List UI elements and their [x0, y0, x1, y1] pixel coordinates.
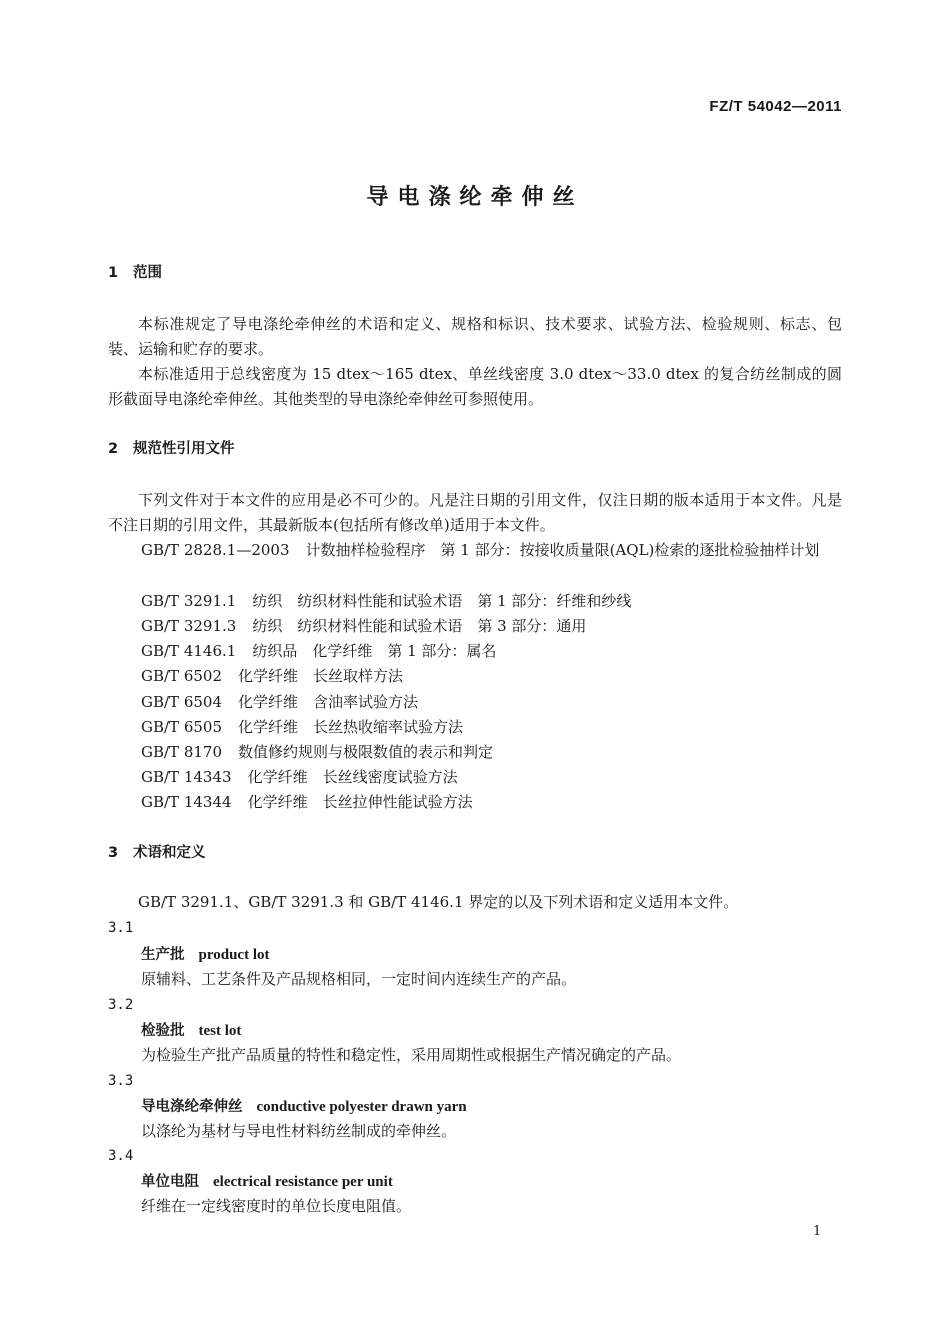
reference-item	[141, 742, 493, 762]
term-name	[141, 1096, 467, 1117]
reference-title: 化学纤维 长丝拉伸性能试验方法	[247, 793, 473, 811]
term-number: 3.3	[108, 1073, 134, 1089]
section-2-heading	[108, 439, 235, 459]
reference-item	[141, 692, 418, 712]
reference-item	[141, 792, 473, 812]
term-name-zh: 导电涤纶牵伸丝	[141, 1099, 243, 1115]
reference-title: 化学纤维 长丝取样方法	[238, 667, 404, 685]
standard-code: FZ/T 54042—2011	[709, 98, 842, 115]
reference-code: GB/T 4146.1	[141, 642, 237, 660]
term-definition: 原辅料、工艺条件及产品规格相同，一定时间内连续生产的产品。	[141, 970, 577, 988]
term-number: 3.1	[108, 920, 134, 936]
reference-item	[141, 641, 496, 661]
term-definition: 纤维在一定线密度时的单位长度电阻值。	[141, 1197, 412, 1215]
term-name-zh: 检验批	[141, 1023, 185, 1039]
reference-code: GB/T 3291.3	[141, 617, 237, 635]
reference-item	[141, 717, 463, 737]
section-1-number: 1	[108, 265, 119, 281]
document-title: 导电涤纶牵伸丝	[366, 185, 584, 210]
term-name-en: electrical resistance per unit	[213, 1174, 393, 1190]
term-name	[141, 1171, 393, 1192]
term-name-en: test lot	[198, 1023, 242, 1039]
section-1-heading	[108, 263, 162, 283]
reference-code: GB/T 3291.1	[141, 592, 237, 610]
term-name	[141, 1020, 241, 1041]
term-definition: 以涤纶为基材与导电性材料纺丝制成的牵伸丝。	[141, 1122, 457, 1140]
scope-paragraph-1: 本标准规定了导电涤纶牵伸丝的术语和定义、规格和标识、技术要求、试验方法、检验规则、标志、包装、运输和贮存的要求。	[108, 315, 842, 358]
reference-item	[108, 538, 842, 563]
scope-paragraph-2: 本标准适用于总线密度为 15 dtex～165 dtex、单丝线密度 3.0 dtex～33.0 dtex 的复合纺丝制成的圆形截面导电涤纶牵伸丝。其他类型的导电涤纶牵伸丝可参照使用。	[108, 365, 842, 408]
section-2-title: 规范性引用文件	[133, 441, 235, 457]
reference-code: GB/T 8170	[141, 743, 223, 761]
reference-title: 计数抽样检验程序 第 1 部分：按接收质量限(AQL)检索的逐批检验抽样计划	[305, 541, 820, 559]
reference-title: 纺织品 化学纤维 第 1 部分：属名	[252, 642, 497, 660]
reference-code: GB/T 14344	[141, 793, 232, 811]
section-2-number: 2	[108, 441, 119, 457]
reference-title: 数值修约规则与极限数值的表示和判定	[238, 743, 494, 761]
term-name-zh: 生产批	[141, 947, 185, 963]
terms-intro: GB/T 3291.1、GB/T 3291.3 和 GB/T 4146.1 界定的以及下列术语和定义适用本文件。	[138, 893, 739, 911]
reference-code: GB/T 6504	[141, 693, 223, 711]
term-name	[141, 944, 269, 965]
normative-intro: 下列文件对于本文件的应用是必不可少的。凡是注日期的引用文件，仅注日期的版本适用于本文件。凡是不注日期的引用文件，其最新版本(包括所有修改单)适用于本文件。	[108, 491, 842, 534]
term-name-en: conductive polyester drawn yarn	[256, 1099, 467, 1115]
reference-code: GB/T 6502	[141, 667, 223, 685]
reference-code: GB/T 6505	[141, 718, 223, 736]
reference-code: GB/T 2828.1—2003	[141, 541, 290, 559]
reference-item	[141, 591, 631, 611]
term-name-zh: 单位电阻	[141, 1174, 199, 1190]
term-definition: 为检验生产批产品质量的特性和稳定性，采用周期性或根据生产情况确定的产品。	[141, 1046, 682, 1064]
term-name-en: product lot	[198, 947, 270, 963]
section-1-title: 范围	[133, 265, 162, 281]
reference-item	[141, 767, 458, 787]
page-number: 1	[813, 1224, 822, 1239]
term-number: 3.2	[108, 997, 134, 1013]
reference-title: 化学纤维 含油率试验方法	[238, 693, 419, 711]
reference-item	[141, 666, 403, 686]
reference-code: GB/T 14343	[141, 768, 232, 786]
term-number: 3.4	[108, 1148, 134, 1164]
section-3-title: 术语和定义	[133, 845, 206, 861]
section-3-number: 3	[108, 845, 119, 861]
reference-title: 化学纤维 长丝热收缩率试验方法	[238, 718, 464, 736]
reference-title: 纺织 纺织材料性能和试验术语 第 1 部分：纤维和纱线	[252, 592, 632, 610]
section-3-heading	[108, 843, 206, 863]
reference-title: 化学纤维 长丝线密度试验方法	[247, 768, 458, 786]
reference-title: 纺织 纺织材料性能和试验术语 第 3 部分：通用	[252, 617, 587, 635]
reference-item	[141, 616, 586, 636]
